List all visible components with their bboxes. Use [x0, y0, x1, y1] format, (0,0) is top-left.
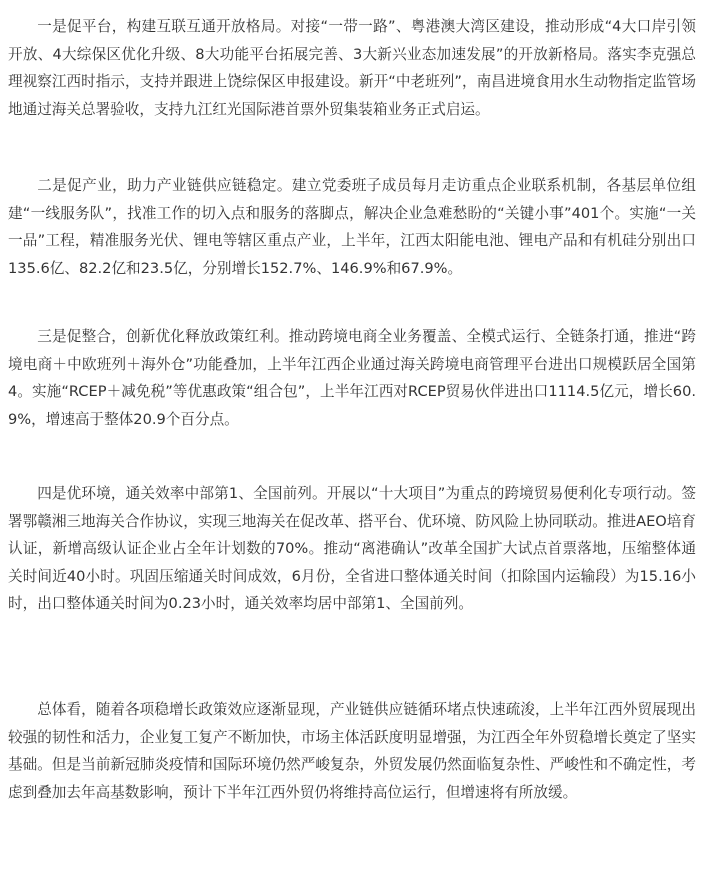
paragraph-integration: 三是促整合，创新优化释放政策红利。推动跨境电商全业务覆盖、全模式运行、全链条打通，推进“跨境电商＋中欧班列＋海外仓”功能叠加，上半年江西企业通过海关跨境电商管理平台进出口规模跃居全国第4。实施“RCEP＋减免税”等优惠政策“组合包”，上半年江西对RCEP贸易伙伴进出口1114.5亿元，增长60.9%，增速高于整体20.9个百分点。	[8, 328, 696, 428]
paragraph-industry: 二是促产业，助力产业链供应链稳定。建立党委班子成员每月走访重点企业联系机制，各基层单位组建“一线服务队”，找准工作的切入点和服务的落脚点，解决企业急难愁盼的“关键小事”401个。实施“一关一品”工程，精准服务光伏、锂电等辖区重点产业，上半年，江西太阳能电池、锂电产品和有机硅分别出口135.6亿、82.2亿和23.5亿，分别增长152.7%、146.9%和67.9%。	[8, 177, 696, 277]
paragraph-summary: 总体看，随着各项稳增长政策效应逐渐显现，产业链供应链循环堵点快速疏浚，上半年江西外贸展现出较强的韧性和活力，企业复工复产不断加快，市场主体活跃度明显增强，为江西全年外贸稳增长奠定了坚实基础。但是当前新冠肺炎疫情和国际环境仍然严峻复杂，外贸发展仍然面临复杂性、严峻性和不确定性，考虑到叠加去年高基数影响，预计下半年江西外贸仍将维持高位运行，但增速将有所放缓。	[8, 701, 696, 801]
paragraph-platform: 一是促平台，构建互联互通开放格局。对接“一带一路”、粤港澳大湾区建设，推动形成“4大口岸引领开放、4大综保区优化升级、8大功能平台拓展完善、3大新兴业态加速发展”的开放新格局。落实李克强总理视察江西时指示，支持并跟进上饶综保区申报建设。新开“中老班列”，南昌进境食用水生动物指定监管场地通过海关总署验收，支持九江红光国际港首票外贸集装箱业务正式启运。	[8, 18, 696, 118]
paragraph-environment: 四是优环境，通关效率中部第1、全国前列。开展以“十大项目”为重点的跨境贸易便利化专项行动。签署鄂赣湘三地海关合作协议，实现三地海关在促改革、搭平台、优环境、防风险上协同联动。推进AEO培育认证，新增高级认证企业占全年计划数的70%。推动“离港确认”改革全国扩大试点首票落地，压缩整体通关时间近40小时。巩固压缩通关时间成效，6月份，全省进口整体通关时间（扣除国内运输段）为15.16小时，出口整体通关时间为0.23小时，通关效率均居中部第1、全国前列。	[8, 485, 696, 613]
